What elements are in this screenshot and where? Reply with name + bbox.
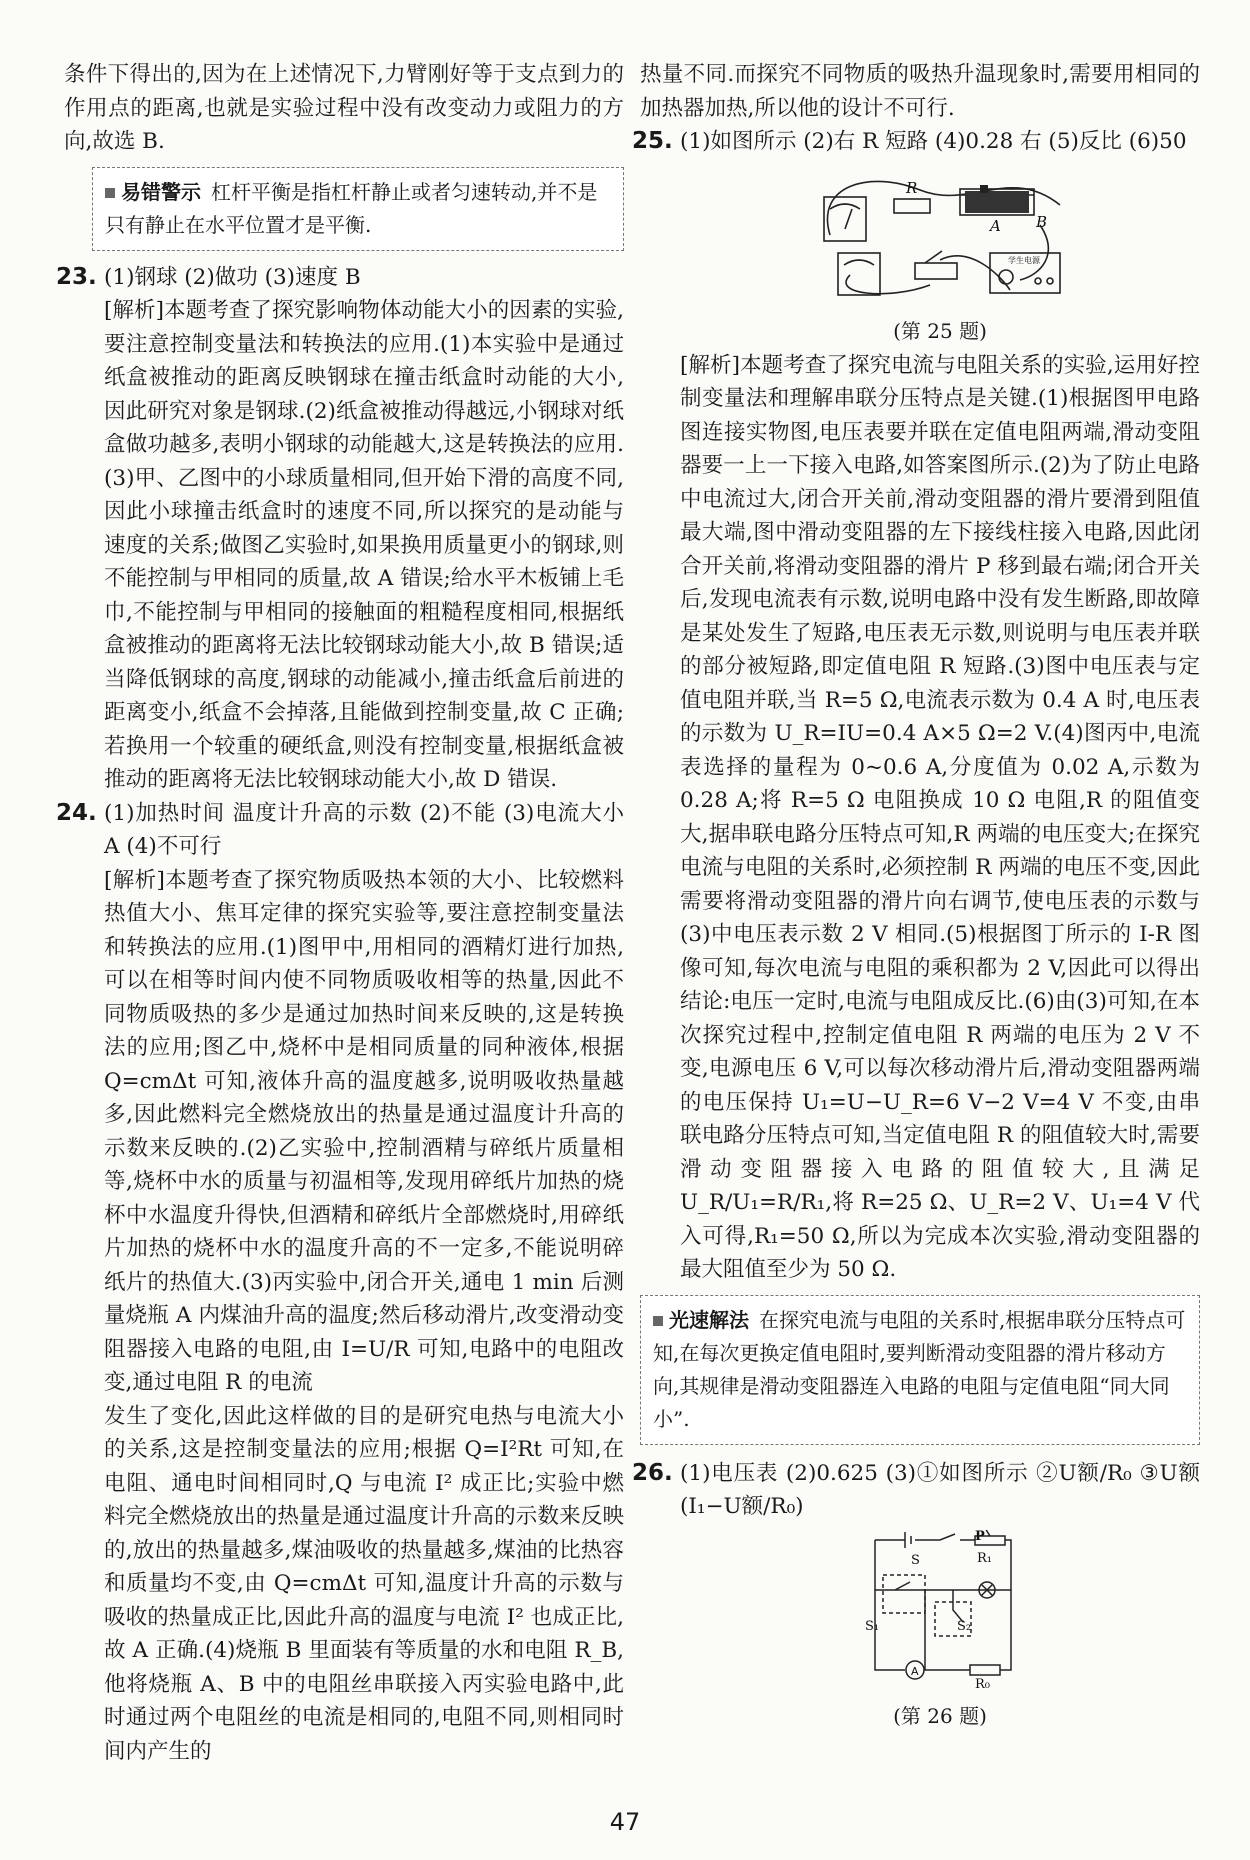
- right-column: [632, 58, 1200, 1734]
- figure-caption: (第 26 题): [893, 1704, 987, 1728]
- circuit-diagram: [865, 1530, 1015, 1690]
- page-number: 47: [609, 1808, 641, 1836]
- question-number: 24.: [56, 799, 97, 826]
- answer: (1)钢球 (2)做功 (3)速度 B: [104, 264, 361, 290]
- label-supply: 学生电源: [1008, 255, 1040, 265]
- paragraph: 热量不同.而探究不同物质的吸热升温现象时,需要用相同的加热器加热,所以他的设计不可行.: [640, 62, 1200, 121]
- analysis: [解析]本题考查了探究电流与电阻关系的实验,运用好控制变量法和理解串联分压特点是关键.(1)根据图甲电路图连接实物图,电压表要并联在定值电阻两端,滑动变阻器要一上一下接入电路,如答案图所示.(2)为了防止电路中电流过大,闭合开关前,滑动变阻器的滑片要滑到阻值最大端,图中滑动变阻器的左下接线柱接入电路,因此闭合开关前,将滑动变阻器的滑片 P 移到最右端;闭合开关后,发现电流表有示数,说明电路中没有发生断路,即故障是某处发生了短路,电压表无示数,则说明与电压表并联的部分被短路,即定值电阻 R 短路.(3)图中电压表与定值电阻并联,当 R=5 Ω,电流表示数为 0.4 A 时,电压表的示数为 U_R=IU=0.4 A×5 Ω=2 V.(4)图丙中,电流表选择的量程为 0~0.6 A,分度值为 0.02 A,示数为 0.28 A;将 R=5 Ω 电阻换成 10 Ω 电阻,R 的阻值变大,据串联电路分压特点可知,R 两端的电压变大;在探究电流与电阻的关系时,必须控制 R 两端的电压不变,因此需要将滑动变阻器的滑片向右调节,使电压表的示数与(3)中电压表示数 2 V 相同.(5)根据图丁所示的 I-R 图像可知,每次电流与电阻的乘积都为 2 V,因此可以得出结论:电压一定时,电流与电阻成反比.(6)由(3)可知,在本次探究过程中,控制定值电阻 R 两端的电压为 2 V 不变,电源电压 6 V,可以每次移动滑片后,滑动变阻器两端的电压保持 U₁=U−U_R=6 V−2 V=4 V 不变,由串联电路分压特点可知,当定值电阻 R 的阻值较大时,需要滑动变阻器接入电路的阻值较大,且满足 U_R/U₁=R/R₁,将 R=25 Ω、U_R=2 V、U₁=4 V 代入可得,R₁=50 Ω,所以为完成本次实验,滑动变阻器的最大阻值至少为 50 Ω.: [680, 352, 1200, 1282]
- answer: (1)如图所示 (2)右 R 短路 (4)0.28 右 (5)反比 (6)50: [680, 129, 1187, 154]
- question-number: 25.: [632, 128, 673, 154]
- analysis: [解析]本题考查了探究影响物体动能大小的因素的实验,要注意控制变量法和转换法的应用.(1)本实验中是通过纸盒被推动的距离反映钢球在撞击纸盒时动能的大小,因此研究对象是钢球.(2)纸盒被推动得越远,小钢球对纸盒做功越多,表明小钢球的动能越大,这是转换法的应用.(3)甲、乙图中的小球质量相同,但开始下滑的高度不同,因此小球撞击纸盒时的速度不同,所以探究的是动能与速度的关系;做图乙实验时,如果换用质量更小的钢球,则不能控制与甲相同的质量,故 A 错误;给水平木板铺上毛巾,不能控制与甲相同的接触面的粗糙程度相同,根据纸盒被推动的距离将无法比较钢球动能大小,故 B 错误;适当降低钢球的高度,钢球的动能减小,撞击纸盒后前进的距离变小,纸盒不会掉落,且能做到控制变量,故 C 正确;若换用一个较重的硬纸盒,则没有控制变量,根据纸盒被推动的距离将无法比较钢球动能大小,故 D 错误.: [104, 298, 624, 792]
- tip-label: 光速解法: [669, 1307, 749, 1332]
- analysis: [解析]本题考查了探究物质吸热本领的大小、比较燃料热值大小、焦耳定律的探究实验等,要注意控制变量法和转换法的应用.(1)图甲中,用相同的酒精灯进行加热,可以在相等时间内使不同物质吸收相等的热量,因此不同物质吸热的多少是通过加热时间来反映的,这是转换法的应用;图乙中,烧杯中是相同质量的同种液体,根据 Q=cmΔt 可知,液体升高的温度越多,说明吸收热量越多,因此燃料完全燃烧放出的热量是通过温度计升高的示数来反映的.(2)乙实验中,控制酒精与碎纸片质量相等,烧杯中水的质量与初温相等,发现用碎纸片加热的烧杯中水温度升得快,但酒精和碎纸片全部燃烧时,用碎纸片加热的烧杯中水的温度升高的不一定多,不能说明碎纸片的热值大.(3)丙实验中,闭合开关,通电 1 min 后测量烧瓶 A 内煤油升高的温度;然后移动滑片,改变滑动变阻器接入电路的电阻,由 I=U/R 可知,电路中的电阻改变,通过电阻 R 的电流: [104, 867, 624, 1395]
- figure-25: [680, 165, 1200, 349]
- left-column: [56, 58, 624, 1768]
- answer: (1)电压表 (2)0.625 (3)①如图所示 ②U额/R₀ ③U额(I₁−U额/R₀): [680, 1460, 1200, 1519]
- question-number: 23.: [56, 263, 97, 290]
- tip-label: 易错警示: [121, 179, 201, 204]
- question-25: [632, 125, 1200, 1287]
- label-A: A: [990, 216, 1001, 235]
- question-number: 26.: [632, 1459, 673, 1486]
- answer: (1)加热时间 温度计升高的示数 (2)不能 (3)电流大小 A (4)不可行: [104, 800, 624, 859]
- label-S: S: [911, 1552, 920, 1568]
- figure-caption: (第 25 题): [893, 319, 987, 343]
- question-24: [56, 797, 624, 1769]
- circuit-photo-diagram: [810, 165, 1070, 305]
- figure-26: [680, 1530, 1200, 1734]
- label-S2: S₂: [957, 1618, 972, 1634]
- tip-box-error-warning: [92, 167, 624, 251]
- tip-box-fast-method: [640, 1295, 1200, 1445]
- paragraph: 条件下得出的,因为在上述情况下,力臂刚好等于支点到力的作用点的距离,也就是实验过程中没有改变动力或阻力的方向,故选 B.: [64, 62, 624, 154]
- tip-text: 在探究电流与电阻的关系时,根据串联分压特点可知,在每次更换定值电阻时,要判断滑动变阻器的滑片移动方向,其规律是滑动变阻器连入电路的电阻与定值电阻“同大同小”.: [653, 1307, 1186, 1431]
- label-R1: R₁: [977, 1550, 992, 1566]
- square-icon: [653, 1316, 663, 1326]
- label-P: P: [975, 1529, 985, 1544]
- question-26: [632, 1457, 1200, 1734]
- label-S1: S₁: [865, 1618, 880, 1634]
- analysis-continued: 发生了变化,因此这样做的目的是研究电热与电流大小的关系,这是控制变量法的应用;根据 Q=I²Rt 可知,在电阻、通电时间相同时,Q 与电流 I² 成正比;实验中燃料完全燃烧放出的热量是通过温度计升高的示数来反映的,放出的热量越多,煤油吸收的热量越多,煤油的比热容和质量均不变,由 Q=cmΔt 可知,温度计升高的示数与吸收的热量成正比,因此升高的温度与电流 I² 也成正比,故 A 正确.(4)烧瓶 B 里面装有等质量的水和电阻 R_B,他将烧瓶 A、B 中的电阻丝串联接入丙实验电路中,此时通过两个电阻丝的电流是相同的,电阻不同,则相同时间内产生的: [104, 1403, 624, 1764]
- label-B: B: [1036, 212, 1048, 231]
- question-23: [56, 261, 624, 797]
- square-icon: [105, 188, 115, 198]
- label-ammeter: A: [911, 1664, 919, 1678]
- label-R0: R₀: [975, 1676, 990, 1690]
- tip-text: 杠杆平衡是指杠杆静止或者匀速转动,并不是只有静止在水平位置才是平衡.: [105, 179, 598, 237]
- label-R: R: [906, 178, 918, 197]
